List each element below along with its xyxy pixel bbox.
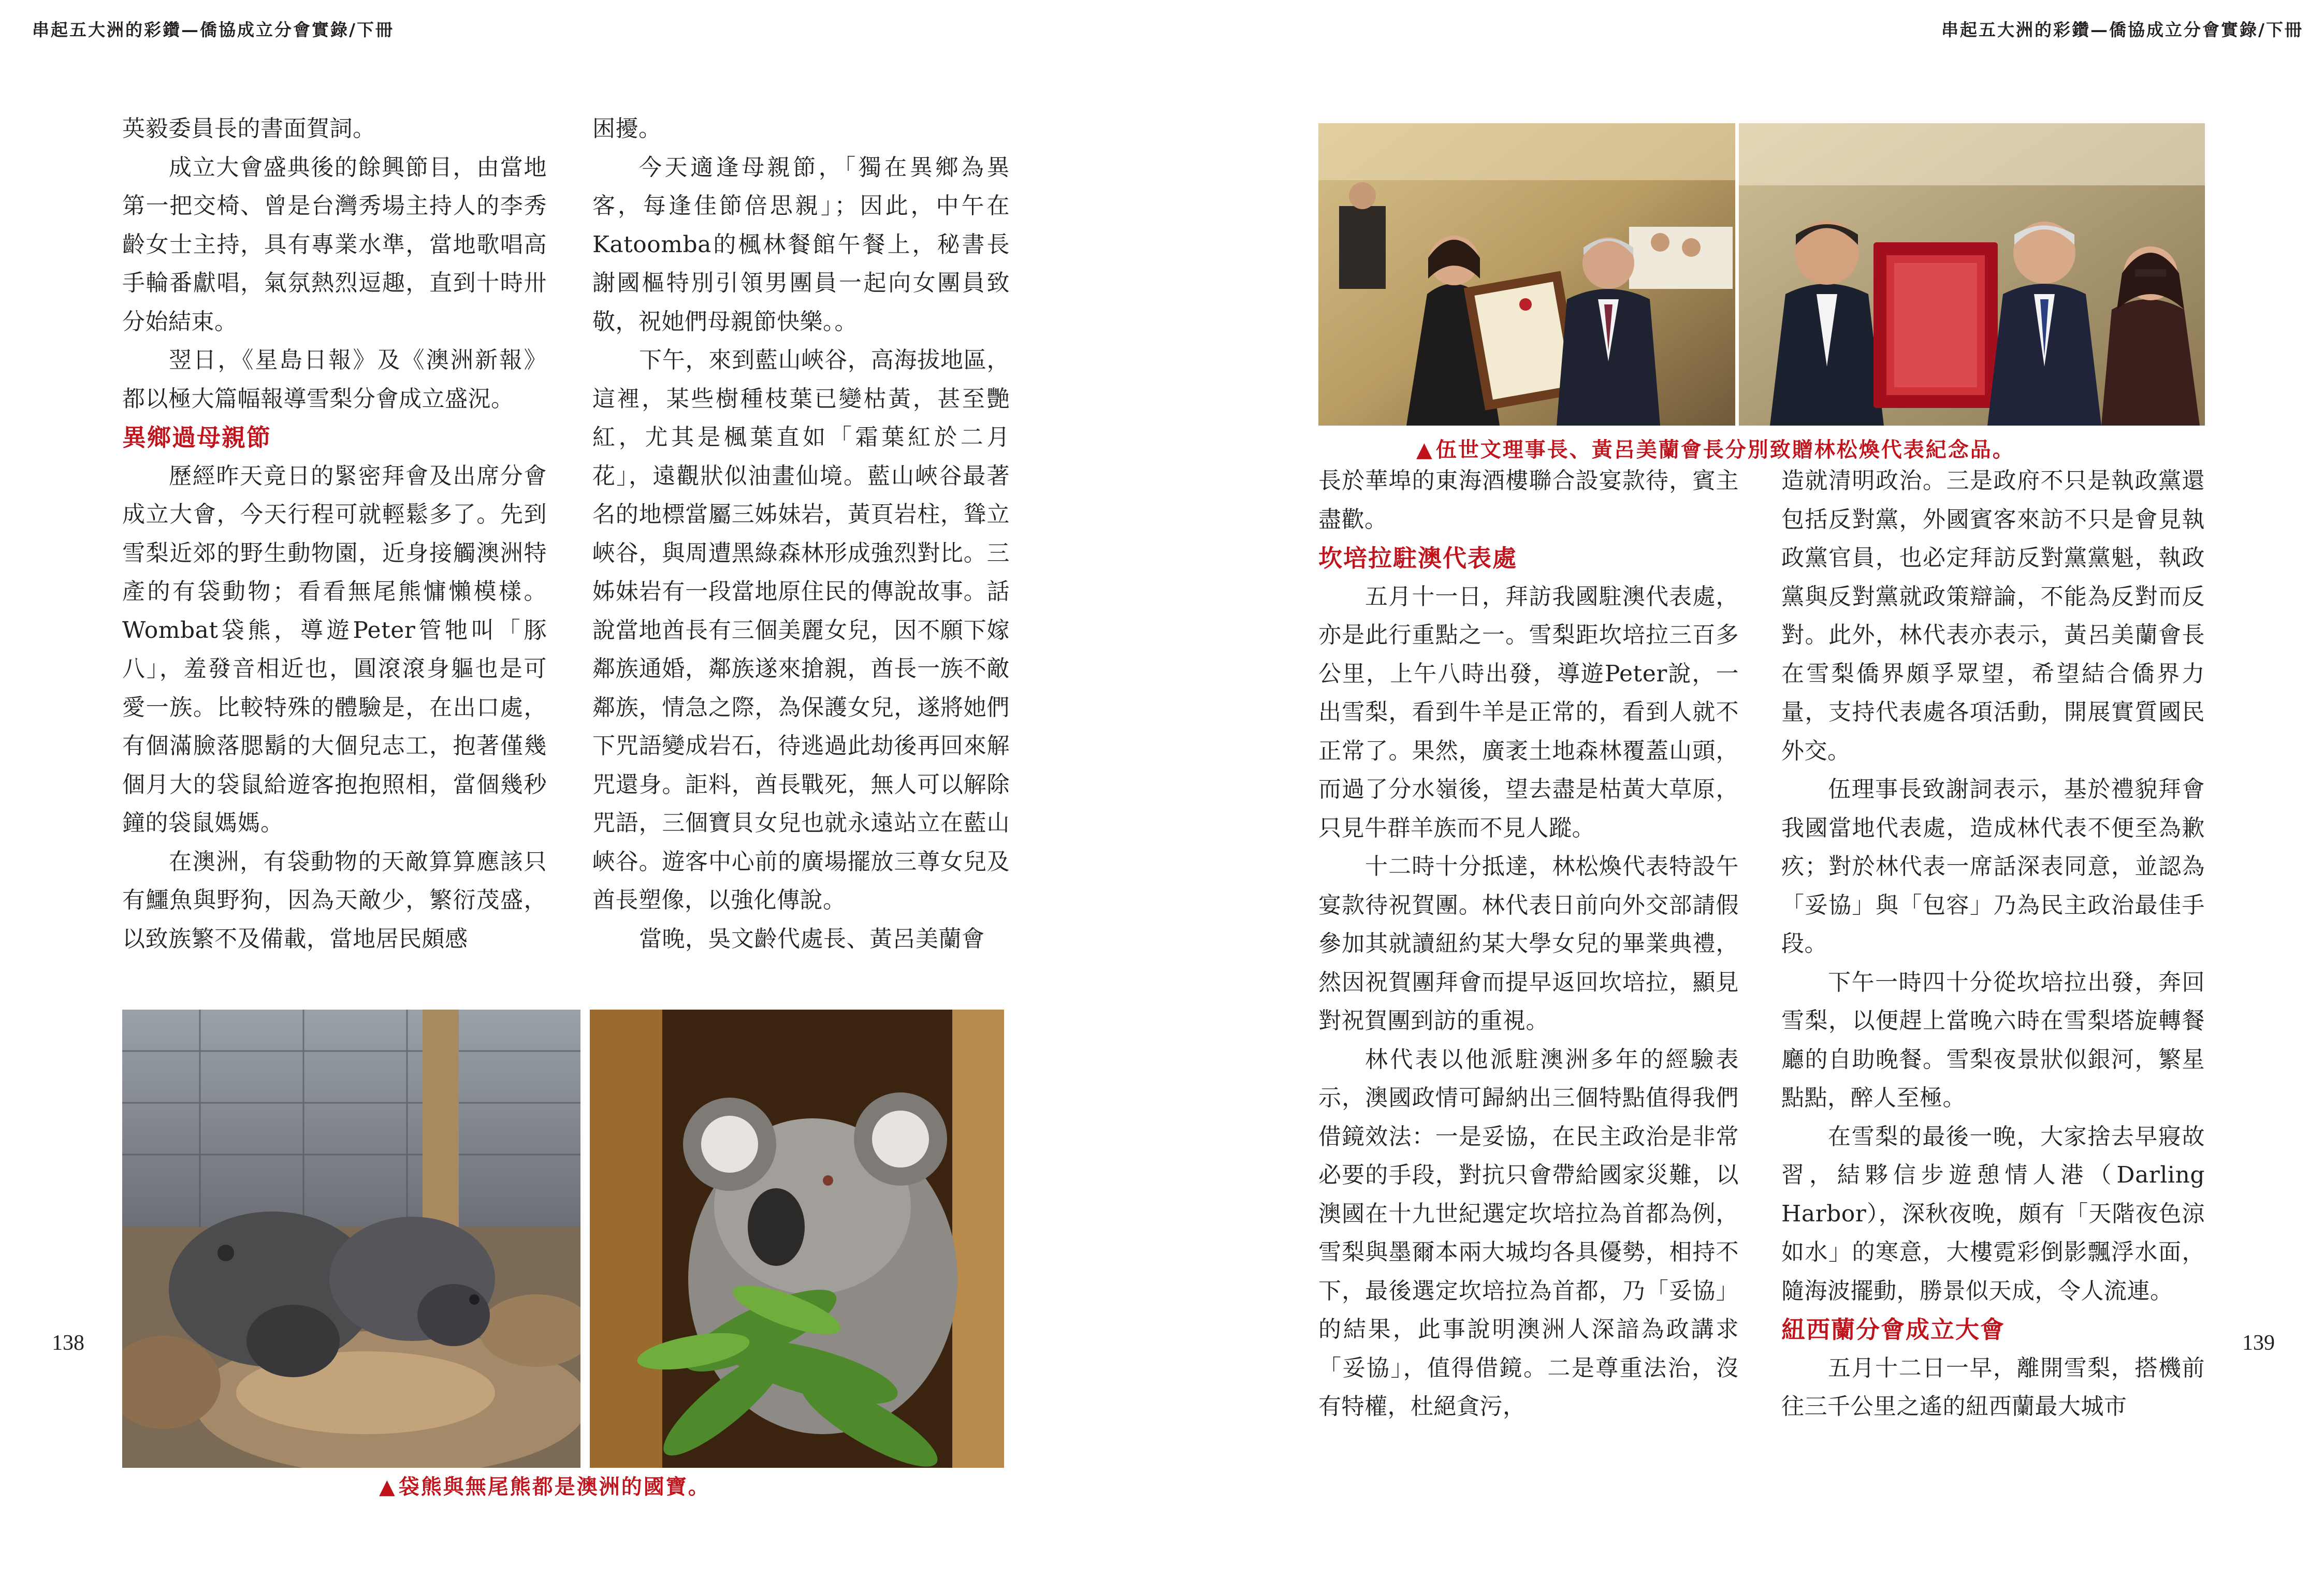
paragraph: 英毅委員長的書面賀詞。 (122, 115, 376, 142)
running-header-right: 串起五大洲的彩鑽—僑協成立分會實錄/下冊 (1941, 20, 2303, 40)
caption-marker: ▲ (1416, 437, 1434, 462)
paragraph: 在澳洲，有袋動物的天敵算算應該只有鱷魚與野狗，因為天敵少，繁衍茂盛，以致族繁不及備載，當地居民頗感 (122, 848, 547, 952)
photo-wombats (122, 1010, 580, 1468)
paragraph: 在雪梨的最後一晚，大家捨去早寢故習，結夥信步遊憩情人港（Darling Harbor），深秋夜晚，頗有「天階夜色涼如水」的寒意，大樓霓彩倒影飄浮水面，隨海波擺動，勝景似天成，令人流連。 (1781, 1123, 2205, 1304)
section-heading: 異鄉過母親節 (122, 424, 271, 451)
paragraph: 今天適逢母親節，「獨在異鄉為異客，每逢佳節倍思親」；因此，中午在Katoomba的楓林餐館午餐上，秘書長謝國樞特別引領男團員一起向女團員致敬，祝她們母親節快樂。。 (592, 154, 1010, 335)
paragraph: 當晚，吳文齡代處長、黃呂美蘭會 (639, 925, 985, 952)
paragraph: 十二時十分抵達，林松煥代表特設午宴款待祝賀團。林代表日前向外交部請假參加其就讀紐約某大學女兒的畢業典禮，然因祝賀團拜會而提早返回坎培拉，顯見對祝賀團到訪的重視。 (1318, 853, 1739, 1034)
paragraph: 五月十二日一早，離開雪梨，搭機前往三千公里之遙的紐西蘭最大城市 (1781, 1354, 2205, 1420)
photo-plaque-presentation (1318, 123, 1735, 426)
paragraph: 造就清明政治。三是政府不只是執政黨還包括反對黨，外國賓客來訪不只是會見執政黨官員，也必定拜訪反對黨黨魁，執政黨與反對黨就政策辯論，不能為反對而反對。此外，林代表亦表示，黃呂美蘭會長在雪梨僑界頗孚眾望，希望結合僑界力量，支持代表處各項活動，開展實質國民外交。 (1781, 468, 2205, 764)
photo-gift-presentation (1739, 123, 2205, 426)
paragraph: 林代表以他派駐澳洲多年的經驗表示，澳國政情可歸納出三個特點值得我們借鏡效法：一是妥協，在民主政治是非常必要的手段，對抗只會帶給國家災難，以澳國在十九世紀選定坎培拉為首都為例，雪梨與墨爾本兩大城均各具優勢，相持不下，最後選定坎培拉為首都，乃「妥協」的結果，此事說明澳洲人深諳為政講求「妥協」，值得借鏡。二是尊重法治，沒有特權，杜絕貪污， (1318, 1046, 1739, 1420)
paragraph: 伍理事長致謝詞表示，基於禮貌拜會我國當地代表處，造成林代表不便至為歉疚；對於林代表一席話深表同意，並認為「妥協」與「包容」乃為民主政治最佳手段。 (1781, 776, 2205, 957)
caption-text: 伍世文理事長、黃呂美蘭會長分別致贈林松煥代表紀念品。 (1435, 437, 2015, 462)
page-number-right: 139 (2242, 1331, 2275, 1355)
paragraph: 長於華埠的東海酒樓聯合設宴款待，賓主盡歡。 (1318, 468, 1739, 533)
paragraph: 成立大會盛典後的餘興節目，由當地第一把交椅、曾是台灣秀場主持人的李秀齡女士主持，具有專業水準，當地歌唱高手輪番獻唱，氣氛熱烈逗趣，直到十時卅分始結束。 (122, 154, 547, 335)
paragraph: 困擾。 (592, 115, 662, 142)
photo-koala (590, 1010, 1004, 1468)
section-heading: 坎培拉駐澳代表處 (1318, 544, 1517, 572)
paragraph: 下午，來到藍山峽谷，高海拔地區，這裡，某些樹種枝葉已變枯黃，甚至艷紅，尤其是楓葉直如「霜葉紅於二月花」，遠觀狀似油畫仙境。藍山峽谷最著名的地標當屬三姊妹岩，黃頁岩柱，聳立峽谷，與周遭黑綠森林形成強烈對比。三姊妹岩有一段當地原住民的傳說故事。話說當地酋長有三個美麗女兒，因不願下嫁鄰族通婚，鄰族遂來搶親，酋長一族不敵鄰族，情急之際，為保護女兒，遂將她們下咒語變成岩石，待逃過此劫後再回來解咒還身。詎料，酋長戰死，無人可以解除咒語，三個寶貝女兒也就永遠站立在藍山峽谷。遊客中心前的廣場擺放三尊女兒及酋長塑像，以強化傳說。 (592, 347, 1010, 913)
text-column-1 (122, 110, 547, 958)
paragraph: 下午一時四十分從坎培拉出發，奔回雪梨，以便趕上當晚六時在雪梨塔旋轉餐廳的自助晚餐。雪梨夜景狀似銀河，繁星點點，醉人至極。 (1781, 969, 2205, 1111)
paragraph: 歷經昨天竟日的緊密拜會及出席分會成立大會，今天行程可就輕鬆多了。先到雪梨近郊的野生動物園，近身接觸澳洲特產的有袋動物；看看無尾熊慵懶模樣。Wombat袋熊，導遊Peter管牠叫「豚八」，羞發音相近也，圓滾滾身軀也是可愛一族。比較特殊的體驗是，在出口處，有個滿臉落腮鬍的大個兒志工，抱著僅幾個月大的袋鼠給遊客抱抱照相，當個幾秒鐘的袋鼠媽媽。 (122, 462, 547, 836)
paragraph: 五月十一日，拜訪我國駐澳代表處，亦是此行重點之一。雪梨距坎培拉三百多公里，上午八時出發，導遊Peter說，一出雪梨，看到牛羊是正常的，看到人就不正常了。果然，廣袤土地森林覆蓋山頭，而過了分水嶺後，望去盡是枯黃大草原，只見牛群羊族而不見人蹤。 (1318, 583, 1739, 841)
paragraph: 翌日，《星島日報》及《澳洲新報》都以極大篇幅報導雪梨分會成立盛況。 (122, 347, 547, 412)
text-column-3 (1318, 462, 1739, 1426)
photo-caption-top (1416, 433, 2015, 463)
page-number-left: 138 (52, 1331, 84, 1355)
text-column-2 (592, 110, 1010, 958)
section-heading: 紐西蘭分會成立大會 (1781, 1316, 2005, 1344)
photo-caption-bottom (379, 1470, 710, 1500)
text-column-4 (1781, 462, 2205, 1426)
caption-text: 袋熊與無尾熊都是澳洲的國寶。 (398, 1475, 710, 1499)
caption-marker: ▲ (379, 1475, 397, 1499)
running-header-left: 串起五大洲的彩鑽—僑協成立分會實錄/下冊 (32, 20, 395, 40)
